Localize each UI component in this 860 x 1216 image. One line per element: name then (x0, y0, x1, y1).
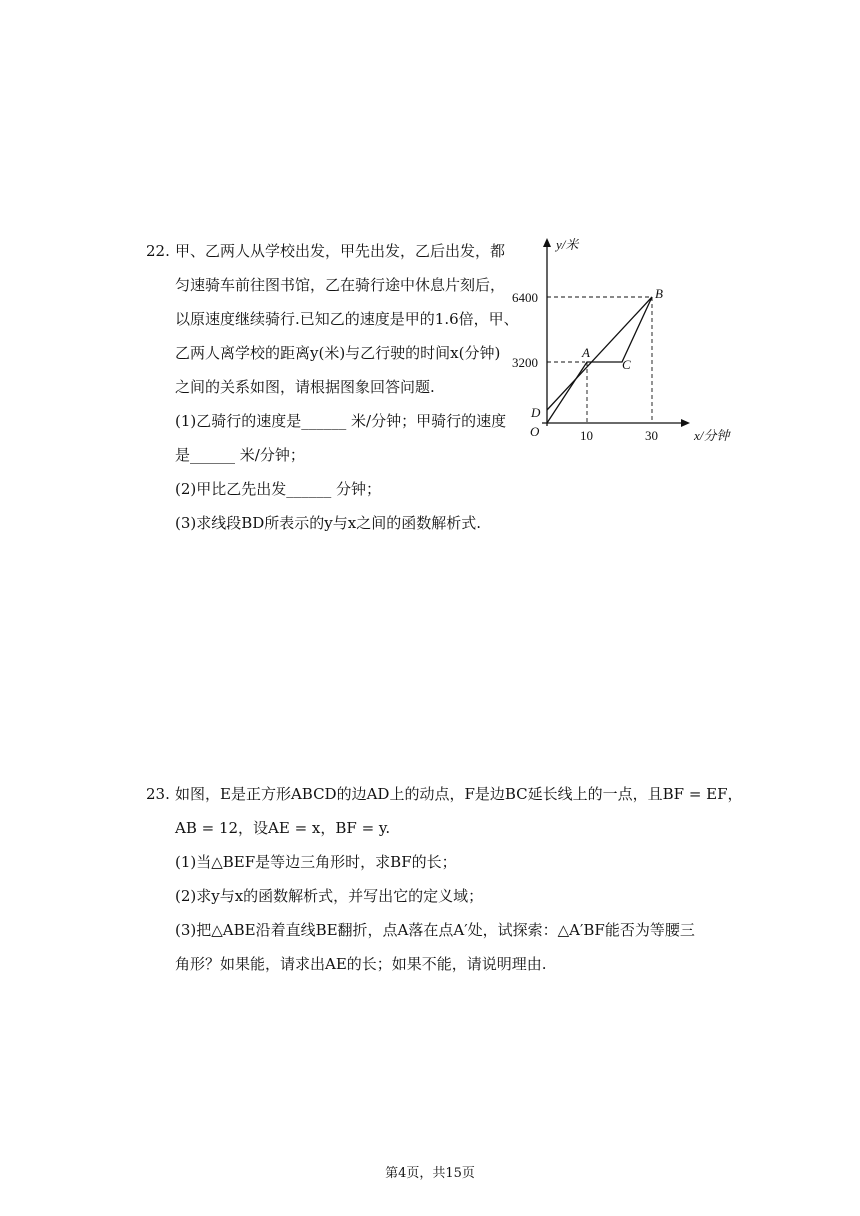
x-axis-arrow (681, 419, 690, 427)
question-line: 之间的关系如图，请根据图象回答问题. (175, 378, 435, 396)
question-number: 23. (146, 785, 170, 803)
line-O-A-C-B (547, 297, 652, 423)
x-tick-10: 10 (580, 428, 593, 443)
question-line: AB = 12，设AE = x，BF = y. (175, 819, 391, 837)
sub-question-3: (3)求线段BD所表示的y与x之间的函数解析式. (175, 514, 482, 532)
point-label-C: C (622, 357, 631, 372)
question-line: 甲、乙两人从学校出发，甲先出发，乙后出发，都 (175, 242, 506, 260)
sub-question-3: (3)把△ABE沿着直线BE翻折，点A落在点A′处，试探索：△A′BF能否为等腰三 (175, 921, 695, 939)
question-line: 乙两人离学校的距离y(米)与乙行驶的时间x(分钟) (175, 344, 501, 362)
point-label-O: O (530, 424, 540, 439)
page-footer: 第4页，共15页 (385, 1166, 475, 1181)
question-number: 22. (146, 242, 170, 260)
line-D-B (547, 297, 652, 410)
point-label-B: B (655, 286, 663, 301)
x-tick-30: 30 (645, 428, 658, 443)
question-22 (146, 234, 519, 540)
point-label-D: D (531, 405, 541, 420)
distance-time-graph (512, 232, 730, 452)
sub-question-2: (2)求y与x的函数解析式，并写出它的定义域； (175, 887, 484, 905)
sub-question-1-cont: 是______ 米/分钟； (175, 446, 305, 464)
y-tick-6400: 6400 (512, 290, 538, 305)
question-line: 如图，E是正方形ABCD的边AD上的动点，F是边BC延长线上的一点，且BF = EF， (175, 785, 743, 803)
question-line: 以原速度继续骑行.已知乙的速度是甲的1.6倍，甲、 (175, 310, 519, 328)
sub-question-1: (1)当△BEF是等边三角形时，求BF的长； (175, 853, 457, 871)
sub-question-3-cont: 角形？如果能，请求出AE的长；如果不能，请说明理由. (175, 955, 547, 973)
sub-question-1: (1)乙骑行的速度是______ 米/分钟；甲骑行的速度 (175, 412, 507, 430)
question-line: 匀速骑车前往图书馆，乙在骑行途中休息片刻后， (175, 276, 506, 294)
x-axis-label: x/分钟 (694, 428, 730, 443)
point-label-A: A (582, 345, 590, 360)
question-23 (146, 777, 743, 981)
sub-question-2: (2)甲比乙先出发______ 分钟； (175, 480, 382, 498)
question-body (175, 234, 519, 540)
y-axis-arrow (543, 238, 551, 247)
question-body (175, 777, 743, 981)
y-tick-3200: 3200 (512, 355, 538, 370)
y-axis-label: y/米 (556, 237, 579, 252)
